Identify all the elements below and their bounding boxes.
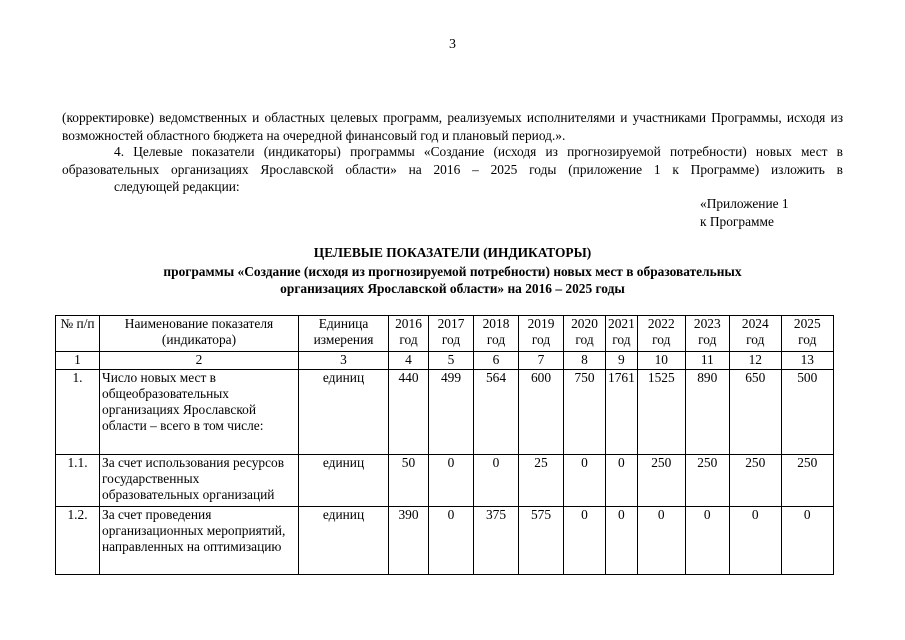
header-year: 2023 год <box>685 316 729 352</box>
value-cell: 600 <box>519 370 564 455</box>
column-number: 5 <box>429 352 474 370</box>
value-cell: 500 <box>781 370 833 455</box>
column-number: 12 <box>729 352 781 370</box>
column-number: 1 <box>56 352 100 370</box>
value-cell: 0 <box>429 507 474 575</box>
value-cell: 890 <box>685 370 729 455</box>
page-number: 3 <box>449 37 456 52</box>
value-cell: 250 <box>637 455 685 507</box>
indicator-name: За счет проведения организационных мероприятий, направленных на оптимизацию <box>100 507 299 575</box>
value-cell: 0 <box>606 455 638 507</box>
header-year: 2021 год <box>606 316 638 352</box>
value-cell: 0 <box>729 507 781 575</box>
column-number-row <box>56 352 834 370</box>
header-year: 2017 год <box>429 316 474 352</box>
unit-cell: единиц <box>299 455 389 507</box>
appendix-line-1: «Приложение 1 <box>700 196 789 211</box>
value-cell: 650 <box>729 370 781 455</box>
value-cell: 250 <box>781 455 833 507</box>
header-no: № п/п <box>56 316 100 352</box>
header-year: 2016 год <box>389 316 429 352</box>
value-cell: 0 <box>685 507 729 575</box>
value-cell: 375 <box>474 507 519 575</box>
table-title: ЦЕЛЕВЫЕ ПОКАЗАТЕЛИ (ИНДИКАТОРЫ) <box>313 245 592 260</box>
header-name: Наименование показателя (индикатора) <box>100 316 299 352</box>
column-number: 8 <box>564 352 606 370</box>
header-row <box>56 316 834 352</box>
column-number: 10 <box>637 352 685 370</box>
unit-cell: единиц <box>299 370 389 455</box>
indicator-name: За счет использования ресурсов государственных образовательных организаций <box>100 455 299 507</box>
value-cell: 250 <box>685 455 729 507</box>
value-cell: 575 <box>519 507 564 575</box>
header-unit: Единица измерения <box>299 316 389 352</box>
value-cell: 25 <box>519 455 564 507</box>
column-number: 2 <box>100 352 299 370</box>
header-year: 2024 год <box>729 316 781 352</box>
value-cell: 0 <box>637 507 685 575</box>
row-number: 1. <box>56 370 100 455</box>
paragraph-continuation: (корректировке) ведомственных и областных целевых программ, реализуемых исполнителями и участниками Программы, исходя из возможностей областного бюджета на очередной финансовый год и плановый период.». <box>62 110 843 143</box>
value-cell: 50 <box>389 455 429 507</box>
header-year: 2025 год <box>781 316 833 352</box>
header-year: 2019 год <box>519 316 564 352</box>
value-cell: 0 <box>474 455 519 507</box>
value-cell: 0 <box>564 507 606 575</box>
column-number: 7 <box>519 352 564 370</box>
table-row <box>56 370 834 455</box>
paragraph-item-4-text: 4. Целевые показатели (индикаторы) программы «Создание (исходя из прогнозируемой потребности) новых мест в образовательных организациях Ярославской области» на 2016 – 2025 годы (приложение 1 к Программе) изложить в <box>62 144 843 177</box>
table-subtitle-line-1: программы «Создание (исходя из прогнозируемой потребности) новых мест в образовательных <box>163 264 742 279</box>
value-cell: 1761 <box>606 370 638 455</box>
column-number: 6 <box>474 352 519 370</box>
value-cell: 250 <box>729 455 781 507</box>
column-number: 4 <box>389 352 429 370</box>
column-number: 13 <box>781 352 833 370</box>
value-cell: 0 <box>429 455 474 507</box>
header-year: 2022 год <box>637 316 685 352</box>
value-cell: 440 <box>389 370 429 455</box>
appendix-reference <box>700 195 789 231</box>
value-cell: 564 <box>474 370 519 455</box>
value-cell: 1525 <box>637 370 685 455</box>
table-subtitle-line-2: организациях Ярославской области» на 2016 – 2025 годы <box>280 281 625 296</box>
value-cell: 0 <box>564 455 606 507</box>
row-number: 1.1. <box>56 455 100 507</box>
value-cell: 0 <box>781 507 833 575</box>
column-number: 3 <box>299 352 389 370</box>
indicator-name: Число новых мест в общеобразовательных организациях Ярославской области – всего в том числе: <box>100 370 299 455</box>
value-cell: 0 <box>606 507 638 575</box>
value-cell: 499 <box>429 370 474 455</box>
table-row <box>56 507 834 575</box>
paragraph-item-4-end: следующей редакции: <box>114 179 240 194</box>
header-year: 2020 год <box>564 316 606 352</box>
unit-cell: единиц <box>299 507 389 575</box>
paragraph-item-4 <box>62 143 843 196</box>
column-number: 11 <box>685 352 729 370</box>
indicators-table <box>55 315 834 575</box>
value-cell: 750 <box>564 370 606 455</box>
row-number: 1.2. <box>56 507 100 575</box>
appendix-line-2: к Программе <box>700 214 774 229</box>
column-number: 9 <box>606 352 638 370</box>
value-cell: 390 <box>389 507 429 575</box>
table-row <box>56 455 834 507</box>
header-year: 2018 год <box>474 316 519 352</box>
